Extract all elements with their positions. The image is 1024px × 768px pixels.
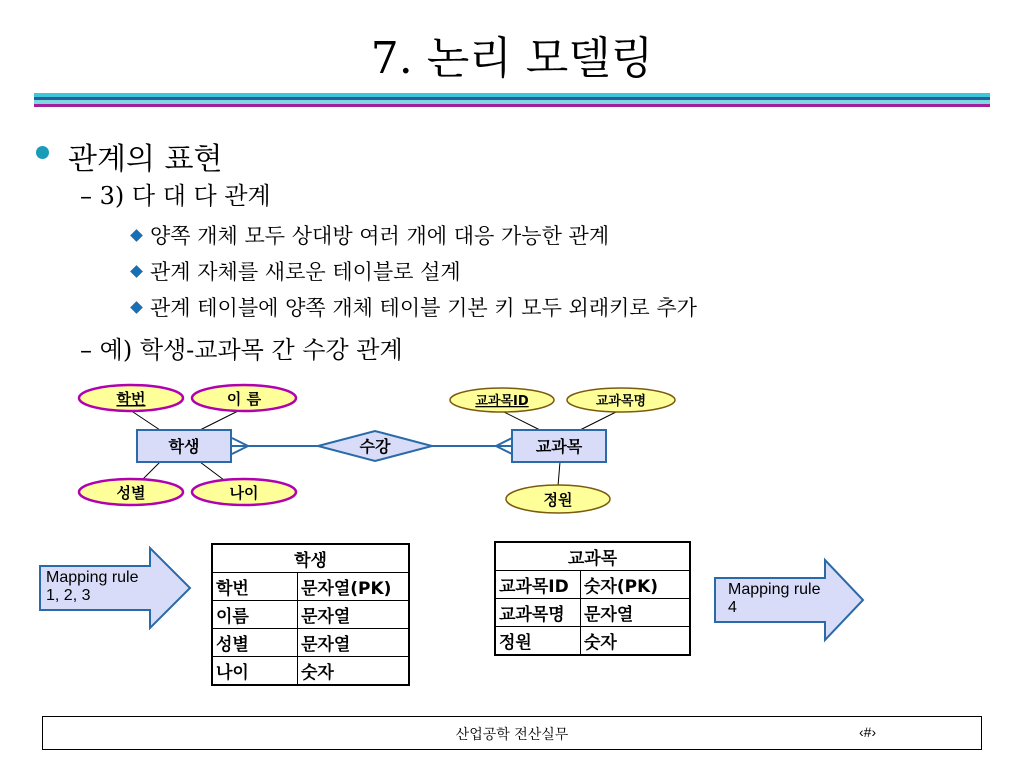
table-row — [212, 573, 409, 601]
page-number: ‹#› — [859, 724, 877, 740]
attr-course-id-label: 교과목ID — [475, 394, 529, 409]
table-cell: 숫자(PK) — [581, 571, 691, 599]
table-cell: 학번 — [212, 573, 298, 601]
mapping-left-line1: Mapping rule — [46, 569, 139, 586]
attr-student-id — [79, 385, 183, 411]
mapping-left-label — [46, 569, 139, 605]
attr-age-label: 나이 — [229, 484, 259, 502]
attr-gender-label: 성별 — [116, 484, 146, 502]
table-cell: 숫자 — [298, 657, 410, 686]
dash-icon: – — [80, 182, 100, 210]
table-cell: 이름 — [212, 601, 298, 629]
mapping-right-line1: Mapping rule — [728, 581, 821, 598]
mapping-right-label — [728, 581, 821, 617]
table-cell: 교과목ID — [495, 571, 581, 599]
entity-course — [512, 430, 606, 462]
table-cell: 정원 — [495, 627, 581, 656]
table-cell: 성별 — [212, 629, 298, 657]
entity-student — [137, 430, 231, 462]
attr-age — [192, 479, 296, 505]
entity-course-label: 교과목 — [535, 437, 583, 456]
table-row — [495, 627, 690, 656]
attr-name-label: 이 름 — [226, 390, 262, 408]
table-cell: 문자열 — [298, 601, 410, 629]
footer-text: 산업공학 전산실무 — [455, 727, 569, 743]
sub2-text: 예) 학생-교과목 간 수강 관계 — [99, 336, 403, 364]
mapping-right-line2: 4 — [728, 599, 737, 616]
item-3-text: 관계 테이블에 양쪽 개체 테이블 기본 키 모두 외래키로 추가 — [150, 296, 697, 320]
table-cell: 문자열 — [298, 629, 410, 657]
attr-course-name — [567, 388, 675, 412]
slide-footer — [42, 716, 982, 750]
attr-gender — [79, 479, 183, 505]
table-cell: 나이 — [212, 657, 298, 686]
attr-name — [192, 385, 296, 411]
dash-icon: – — [80, 336, 100, 364]
course-table-title: 교과목 — [495, 542, 690, 571]
table-cell: 교과목명 — [495, 599, 581, 627]
item-1-text: 양쪽 개체 모두 상대방 여러 개에 대응 가능한 관계 — [150, 224, 610, 248]
student-table — [211, 543, 410, 686]
course-table — [494, 541, 691, 656]
table-cell: 문자열 — [581, 599, 691, 627]
table-row — [212, 629, 409, 657]
attr-course-name-label: 교과목명 — [595, 394, 647, 409]
attr-capacity — [506, 485, 610, 513]
entity-student-label: 학생 — [168, 437, 200, 456]
table-cell: 숫자 — [581, 627, 691, 656]
attr-student-id-label: 학번 — [116, 390, 146, 408]
slide-title: 7. 논리 모델링 — [370, 33, 654, 84]
mapping-left-line2: 1, 2, 3 — [46, 587, 91, 604]
table-row — [212, 657, 409, 686]
table-row — [212, 601, 409, 629]
relation-enroll — [318, 431, 432, 461]
bullet1-text: 관계의 표현 — [68, 142, 223, 177]
attr-capacity-label: 정원 — [543, 491, 573, 509]
student-table-title: 학생 — [212, 544, 409, 573]
item-2-text: 관계 자체를 새로운 테이블로 설계 — [150, 260, 461, 284]
table-cell: 문자열(PK) — [298, 573, 410, 601]
sub1-text: 3) 다 대 다 관계 — [99, 182, 271, 210]
relation-label: 수강 — [359, 437, 391, 456]
table-row — [495, 571, 690, 599]
table-row — [495, 599, 690, 627]
attr-course-id — [450, 388, 554, 412]
